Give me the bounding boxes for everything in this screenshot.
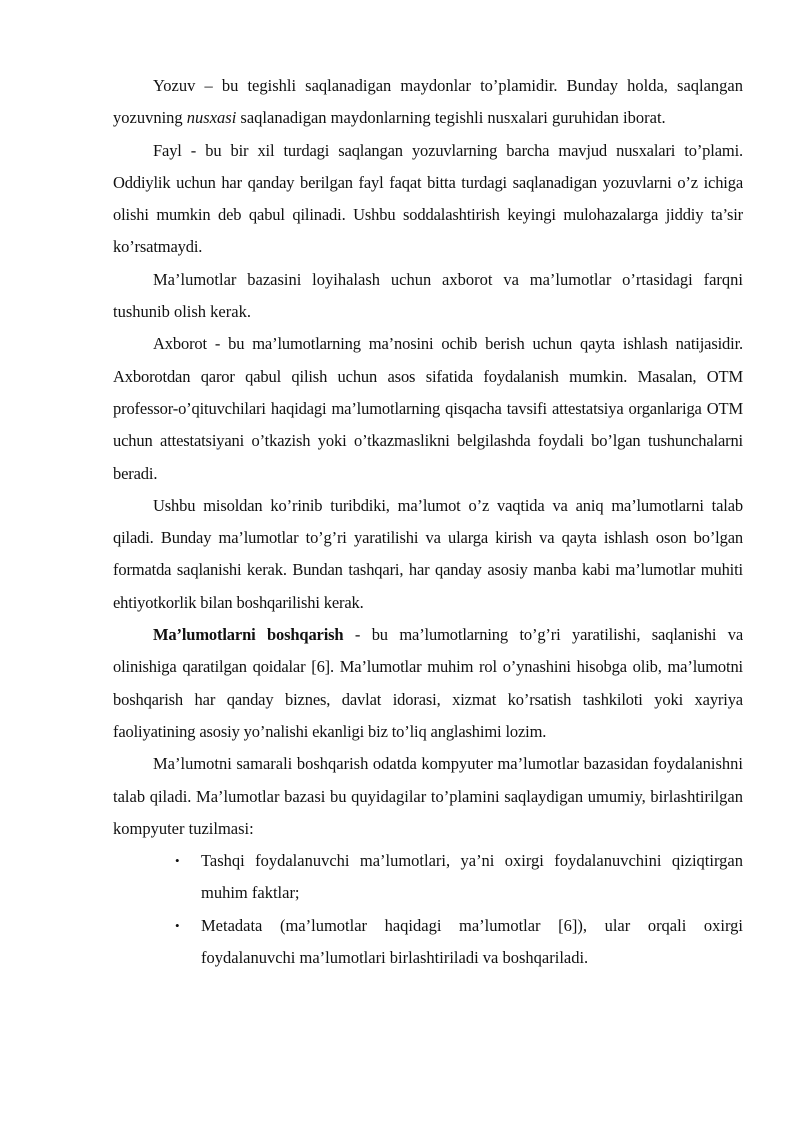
paragraph-yozuv (113, 70, 743, 135)
paragraph-yozuv-italic-term: nusxasi (186, 108, 237, 128)
paragraph-example: Ushbu misoldan ko’rinib turibdiki, ma’lumot o’z vaqtida va aniq ma’lumotlarni talab qiladi. Bunday ma’lumotlar to’g’ri yaratilishi va ularga kirish va qayta ishlash oson bo’lgan formatda saqlanishi kerak. Bundan tashqari, har qanday asosiy manba kabi ma’lumotlar muhiti ehtiyotkorlik bilan boshqarilishi kerak. (113, 495, 743, 612)
paragraph-yozuv-text-2: saqlanadigan maydonlarning tegishli nusxalari guruhidan iborat. (236, 108, 666, 128)
paragraph-database-design: Ma’lumotlar bazasini loyihalash uchun axborot va ma’lumotlar o’rtasidagi farqni tushunib olish kerak. (113, 269, 743, 322)
paragraph-axborot: Axborot - bu ma’lumotlarning ma’nosini ochib berish uchun qayta ishlash natijasidir. Axborotdan qaror qabul qilish uchun asos sifatida foydalanish mumkin. Masalan, OTM professor-o’qituvchilari haqidagi ma’lumotlarning qisqacha tavsifi attestatsiya organlariga OTM uchun attestatsiyani o’tkazish yoki o’tkazmaslikni belgilashda foydali bo’lgan tushunchalarni beradi. (113, 334, 743, 483)
paragraph-data-management (113, 619, 743, 748)
bullet-item-text: Tashqi foydalanuvchi ma’lumotlari, ya’ni oxirgi foydalanuvchini qiziqtirgan muhim faktlar; (201, 851, 743, 903)
bullet-item-text: Metadata (ma’lumotlar haqidagi ma’lumotlar [6]), ular orqali oxirgi foydalanuvchi ma’lumotlari birlashtiriladi va boshqariladi. (201, 915, 743, 968)
document-page (113, 70, 743, 974)
bullet-icon: • (175, 853, 180, 869)
data-management-term: Ma’lumotlarni boshqarish (153, 625, 344, 645)
paragraph-yozuv-text-1: Yozuv – bu tegishli saqlanadigan maydonlar to’plamidir. Bunday holda, saqlangan yozuvning (113, 76, 743, 128)
bullet-item-metadata (175, 910, 743, 975)
bullet-icon: • (175, 917, 180, 933)
data-management-definition: - bu ma’lumotlarning to’g’ri yaratilishi, saqlanishi va olinishiga qaratilgan qoidalar [6]. Ma’lumotlar muhim rol o’ynashini hisobga olib, ma’lumotni boshqarish har qanday biznes, davlat idorasi, xizmat ko’rsatish tashkiloti yoki xayriya faoliyatining asosiy yo’nalishi ekanligi biz to’liq anglashimi lozim. (113, 625, 743, 741)
paragraph-fayl: Fayl - bu bir xil turdagi saqlangan yozuvlarning barcha mavjud nusxalari to’plami. Oddiylik uchun har qanday berilgan fayl faqat bitta turdagi saqlanadigan yozuvlarni o’z ichiga olishi mumkin deb qabul qilinadi. Ushbu soddalashtirish keyingi mulohazalarga jiddiy ta’sir ko’rsatmaydi. (113, 140, 743, 257)
paragraph-effective-management: Ma’lumotni samarali boshqarish odatda kompyuter ma’lumotlar bazasidan foydalanishni talab qiladi. Ma’lumotlar bazasi bu quyidagilar to’plamini saqlaydigan umumiy, birlashtirilgan kompyuter tuzilmasi: (113, 754, 743, 838)
bullet-item-external-data (175, 845, 743, 910)
bullet-list (113, 845, 743, 974)
